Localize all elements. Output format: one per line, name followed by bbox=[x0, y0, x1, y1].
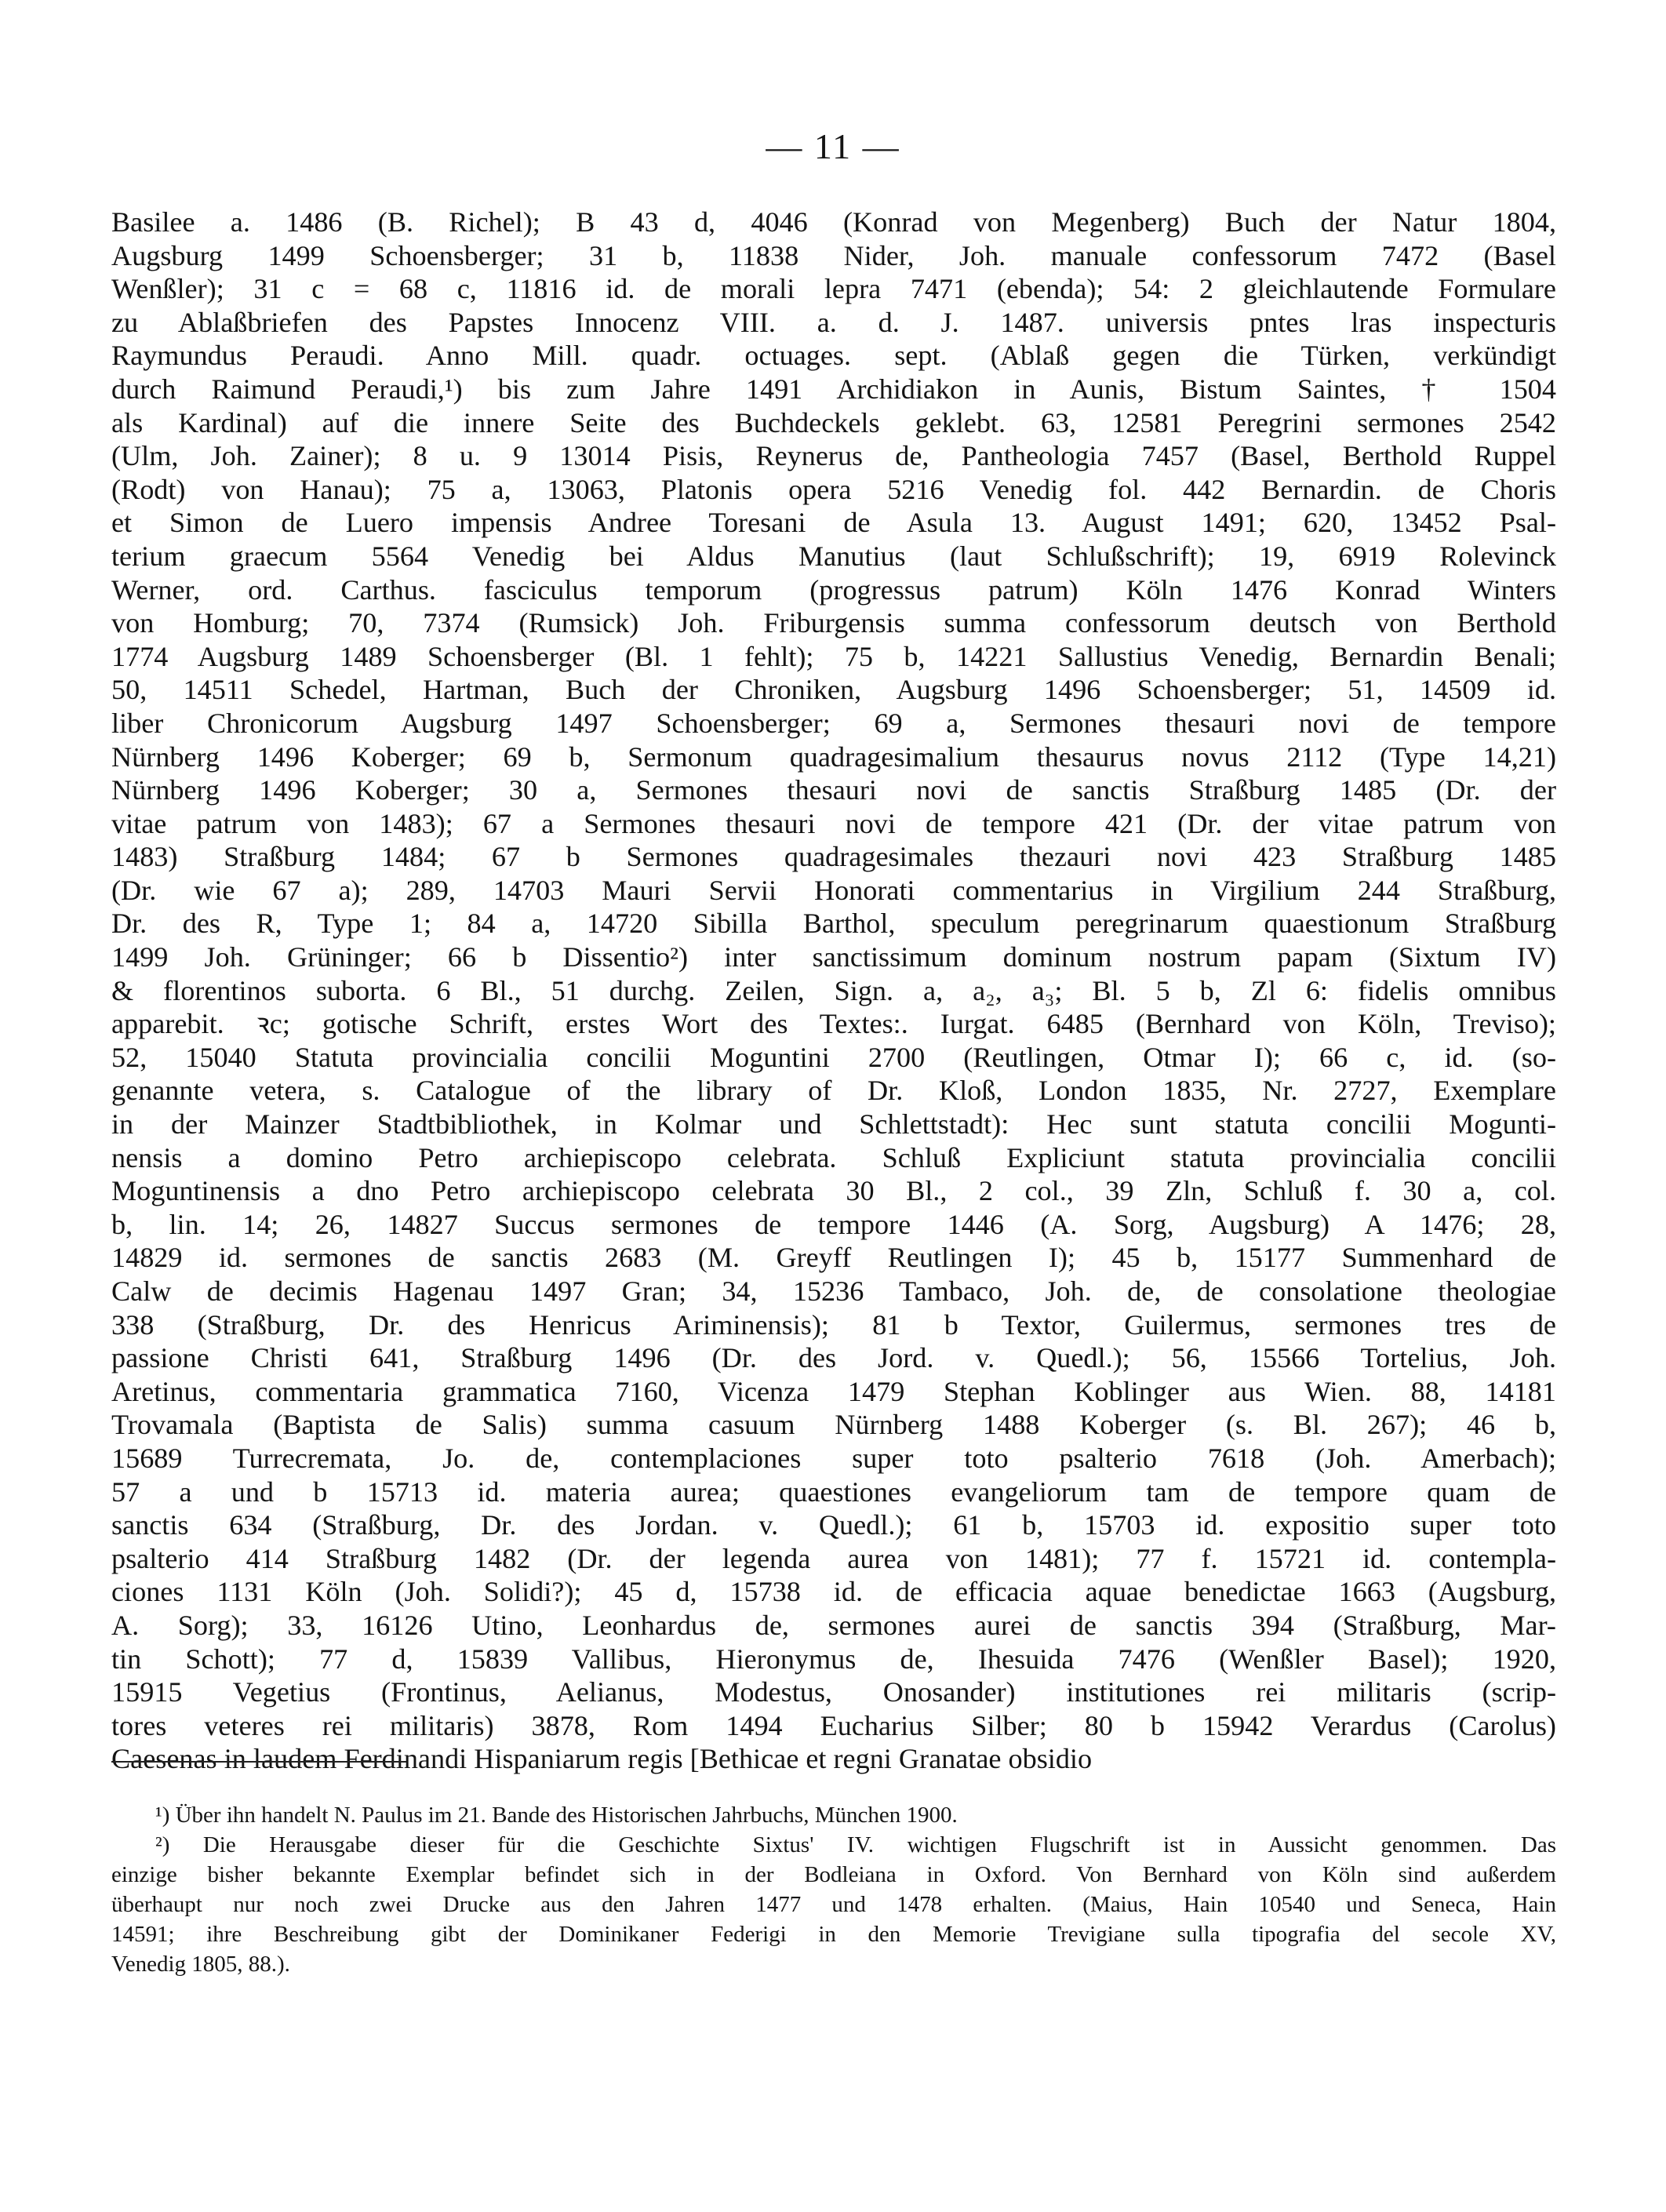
text-line: 1499 Joh. Grüninger; 66 b Dissentio²) inter sanctissimum dominum nostrum papam (Sixtum IV) bbox=[111, 941, 1556, 973]
text-line: nensis a domino Petro archiepiscopo celebrata. Schluß Expliciunt statuta provincialia concilii bbox=[111, 1141, 1556, 1173]
text-line: als Kardinal) auf die innere Seite des Buchdeckels geklebt. 63, 12581 Peregrini sermones 2542 bbox=[111, 406, 1556, 438]
text-line: Dr. des R, Type 1; 84 a, 14720 Sibilla Barthol, speculum peregrinarum quaestionum Straßburg bbox=[111, 908, 1556, 940]
text-line: A. Sorg); 33, 16126 Utino, Leonhardus de, sermones aurei de sanctis 394 (Straßburg, Mar- bbox=[111, 1609, 1556, 1641]
text-line: Trovamala (Baptista de Salis) summa casuum Nürnberg 1488 Koberger (s. Bl. 267); 46 b, bbox=[111, 1409, 1556, 1441]
text-line: Raymundus Peraudi. Anno Mill. quadr. octuages. sept. (Ablaß gegen die Türken, verkündigt bbox=[111, 340, 1556, 372]
text-line: Werner, ord. Carthus. fasciculus temporum (progressus patrum) Köln 1476 Konrad Winters bbox=[111, 573, 1556, 606]
text-line: 15689 Turrecremata, Jo. de, contemplaciones super toto psalterio 7618 (Joh. Amerbach); bbox=[111, 1442, 1556, 1474]
text-line: liber Chronicorum Augsburg 1497 Schoensberger; 69 a, Sermones thesauri novi de tempore bbox=[111, 707, 1556, 739]
footnotes bbox=[111, 1800, 1556, 1979]
text-line: Moguntinensis a dno Petro archiepiscopo celebrata 30 Bl., 2 col., 39 Zln, Schluß f. 30 a, col. bbox=[111, 1175, 1556, 1207]
text-line: tin Schott); 77 d, 15839 Vallibus, Hieronymus de, Ihesuida 7476 (Wenßler Basel); 1920, bbox=[111, 1643, 1556, 1675]
text-line: tores veteres rei militaris) 3878, Rom 1494 Eucharius Silber; 80 b 15942 Verardus (Carolus) bbox=[111, 1709, 1556, 1741]
text-line: sanctis 634 (Straßburg, Dr. des Jordan. v. Quedl.); 61 b, 15703 id. expositio super toto bbox=[111, 1509, 1556, 1541]
text-line: (Rodt) von Hanau); 75 a, 13063, Platonis opera 5216 Venedig fol. 442 Bernardin. de Choris bbox=[111, 473, 1556, 505]
text-line: Nürnberg 1496 Koberger; 69 b, Sermonum quadragesimalium thesaurus novus 2112 (Type 14,21) bbox=[111, 740, 1556, 773]
text-line: von Homburg; 70, 7374 (Rumsick) Joh. Friburgensis summa confessorum deutsch von Berthold bbox=[111, 607, 1556, 639]
text-line: 57 a und b 15713 id. materia aurea; quaestiones evangeliorum tam de tempore quam de bbox=[111, 1475, 1556, 1508]
text-line: Calw de decimis Hagenau 1497 Gran; 34, 15236 Tambaco, Joh. de, de consolatione theologiae bbox=[111, 1275, 1556, 1307]
text-line: genannte vetera, s. Catalogue of the library of Dr. Kloß, London 1835, Nr. 2727, Exemplare bbox=[111, 1075, 1556, 1107]
text-line: 1774 Augsburg 1489 Schoensberger (Bl. 1 fehlt); 75 b, 14221 Sallustius Venedig, Bernardin Benali; bbox=[111, 640, 1556, 672]
text-line: et Simon de Luero impensis Andree Toresani de Asula 13. August 1491; 620, 13452 Psal- bbox=[111, 507, 1556, 539]
text-line: ciones 1131 Köln (Joh. Solidi?); 45 d, 15738 id. de efficacia aquae benedictae 1663 (Augsburg, bbox=[111, 1576, 1556, 1608]
text-line: Basilee a. 1486 (B. Richel); B 43 d, 4046 (Konrad von Megenberg) Buch der Natur 1804, bbox=[111, 206, 1556, 238]
text-line: Nürnberg 1496 Koberger; 30 a, Sermones thesauri novi de sanctis Straßburg 1485 (Dr. der bbox=[111, 774, 1556, 806]
text-line: durch Raimund Peraudi,¹) bis zum Jahre 1491 Archidiakon in Aunis, Bistum Saintes, † 1504 bbox=[111, 373, 1556, 405]
footnote-line: überhaupt nur noch zwei Drucke aus den Jahren 1477 und 1478 erhalten. (Maius, Hain 10540 und Seneca, Hain bbox=[111, 1892, 1556, 1917]
text-line: 52, 15040 Statuta provincialia concilii Moguntini 2700 (Reutlingen, Otmar I); 66 c, id. (so- bbox=[111, 1041, 1556, 1073]
text-line: 14829 id. sermones de sanctis 2683 (M. Greyff Reutlingen I); 45 b, 15177 Summenhard de bbox=[111, 1242, 1556, 1274]
text-line: zu Ablaßbriefen des Papstes Innocenz VIII. a. d. J. 1487. universis pntes lras inspecturis bbox=[111, 306, 1556, 338]
text-line: b, lin. 14; 26, 14827 Succus sermones de tempore 1446 (A. Sorg, Augsburg) A 1476; 28, bbox=[111, 1208, 1556, 1240]
footnote-line: Venedig 1805, 88.). bbox=[111, 1952, 290, 1977]
text-line: apparebit. ꝛc; gotische Schrift, erstes Wort des Textes:. Iurgat. 6485 (Bernhard von Köln, Treviso); bbox=[111, 1008, 1556, 1040]
footnote-2: ²) Die Herausgabe dieser für die Geschichte Sixtus' IV. wichtigen Flugschrift ist in Aussicht genommen. Das bbox=[155, 1832, 1556, 1857]
text-line: in der Mainzer Stadtbibliothek, in Kolmar und Schlettstadt): Hec sunt statuta concilii Mogunti- bbox=[111, 1108, 1556, 1141]
text-line: & florentinos suborta. 6 Bl., 51 durchg. Zeilen, Sign. a, a₂, a₃; Bl. 5 b, Zl 6: fidelis omnibus bbox=[111, 974, 1556, 1006]
text-line: 50, 14511 Schedel, Hartman, Buch der Chroniken, Augsburg 1496 Schoensberger; 51, 14509 id. bbox=[111, 674, 1556, 706]
text-line: 1483) Straßburg 1484; 67 b Sermones quadragesimales thezauri novi 423 Straßburg 1485 bbox=[111, 841, 1556, 873]
text-line: (Dr. wie 67 a); 289, 14703 Mauri Servii Honorati commentarius in Virgilium 244 Straßburg, bbox=[111, 874, 1556, 906]
text-line: Caesenas in laudem Ferdinandi Hispaniarum regis [Bethicae et regni Granatae obsidio bbox=[111, 1743, 1093, 1775]
footnote-1: ¹) Über ihn handelt N. Paulus im 21. Bande des Historischen Jahrbuchs, München 1900. bbox=[155, 1803, 958, 1828]
text-line: (Ulm, Joh. Zainer); 8 u. 9 13014 Pisis, Reynerus de, Pantheologia 7457 (Basel, Berthold Ruppel bbox=[111, 440, 1556, 472]
text-line: Augsburg 1499 Schoensberger; 31 b, 11838 Nider, Joh. manuale confessorum 7472 (Basel bbox=[111, 239, 1556, 271]
text-line: terium graecum 5564 Venedig bei Aldus Manutius (laut Schlußschrift); 19, 6919 Rolevinck bbox=[111, 540, 1556, 572]
text-line: 338 (Straßburg, Dr. des Henricus Ariminensis); 81 b Textor, Guilermus, sermones tres de bbox=[111, 1308, 1556, 1341]
footnote-line: einzige bisher bekannte Exemplar befindet sich in der Bodleiana in Oxford. Von Bernhard von Köln sind außerdem bbox=[111, 1862, 1556, 1887]
text-line: passione Christi 641, Straßburg 1496 (Dr. des Jord. v. Quedl.); 56, 15566 Tortelius, Joh. bbox=[111, 1342, 1556, 1374]
footnote-rule bbox=[111, 1761, 406, 1763]
text-line: vitae patrum von 1483); 67 a Sermones thesauri novi de tempore 421 (Dr. der vitae patrum von bbox=[111, 807, 1556, 839]
footnote-line: 14591; ihre Beschreibung gibt der Dominikaner Federigi in den Memorie Trevigiane sulla tipografia del secole XV, bbox=[111, 1922, 1556, 1947]
text-line: psalterio 414 Straßburg 1482 (Dr. der legenda aurea von 1481); 77 f. 15721 id. contempla- bbox=[111, 1542, 1556, 1574]
text-line: Wenßler); 31 c = 68 c, 11816 id. de morali lepra 7471 (ebenda); 54: 2 gleichlautende Formulare bbox=[111, 273, 1556, 305]
text-line: 15915 Vegetius (Frontinus, Aelianus, Modestus, Onosander) institutiones rei militaris (scrip- bbox=[111, 1676, 1556, 1708]
page-number: — 11 — bbox=[766, 126, 900, 166]
text-line: Aretinus, commentaria grammatica 7160, Vicenza 1479 Stephan Koblinger aus Wien. 88, 14181 bbox=[111, 1375, 1556, 1407]
body-text bbox=[111, 206, 1556, 1776]
